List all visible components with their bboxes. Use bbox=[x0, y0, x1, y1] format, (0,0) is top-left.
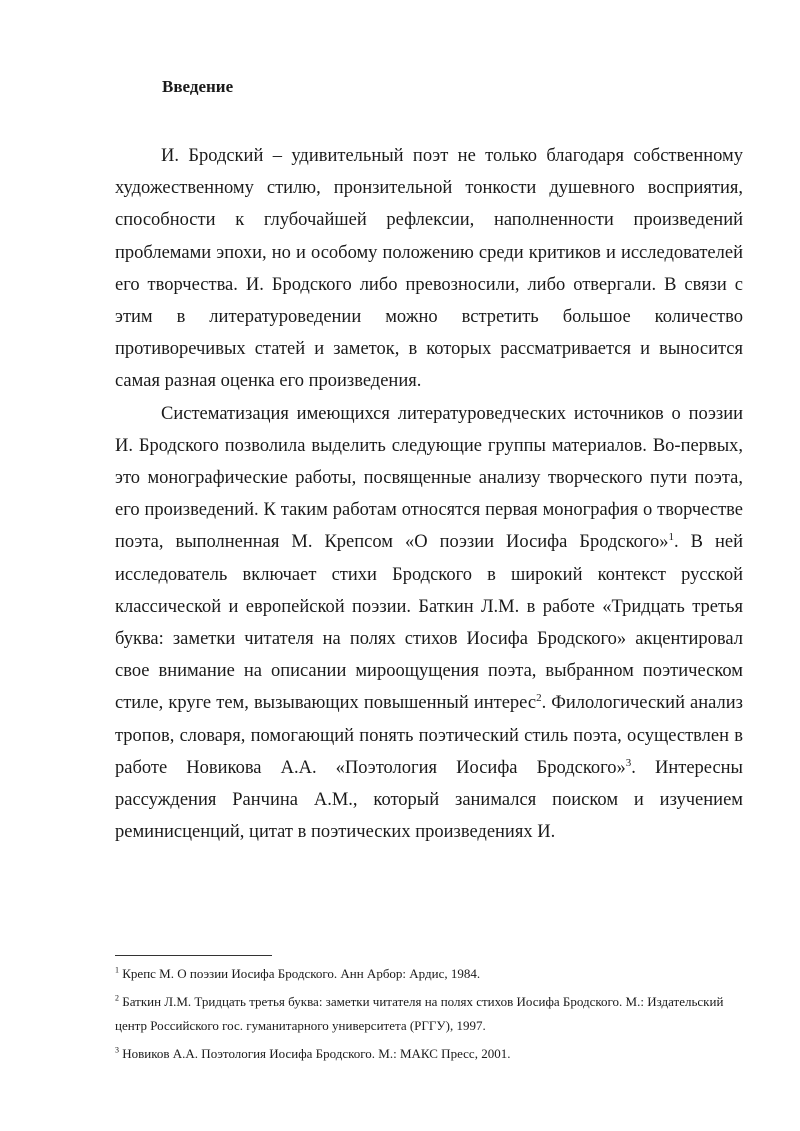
footnote-text: Новиков А.А. Поэтология Иосифа Бродского. М.: МАКС Пресс, 2001. bbox=[122, 1046, 511, 1061]
paragraph-1: И. Бродский – удивительный поэт не только благодаря собственному художественному стилю, пронзительной тонкости душевного восприятия, способности к глубочайшей рефлексии, наполненности произведений проблемами эпохи, но и особому положению среди критиков и исследователей его творчества. И. Бродского либо превозносили, либо отвергали. В связи с этим в литературоведении можно встретить большое количество противоречивых статей и заметок, в которых рассматривается и выносится самая разная оценка его произведения. bbox=[115, 146, 743, 392]
footnote-2 bbox=[115, 990, 743, 1038]
footnote-ref-2[interactable]: 2 bbox=[536, 692, 542, 705]
section-heading: Введение bbox=[162, 77, 234, 96]
footnote-separator bbox=[115, 955, 272, 956]
paragraph-2-segment-2: . В ней исследователь включает стихи Бродского в широкий контекст русской классической и европейской поэзии. Баткин Л.М. в работе «Тридцать третья буква: заметки читателя на полях стихов Иосифа Бродского» акцентировал свое внимание на описании мироощущения поэта, выбранном поэтическом стиле, круге тем, вызывающих повышенный интерес bbox=[115, 532, 744, 714]
body-text bbox=[115, 140, 743, 848]
footnote-text: Баткин Л.М. Тридцать третья буква: заметки читателя на полях стихов Иосифа Бродского. М.: Издательский центр Российского гос. гуманитарного университета (РГГУ), 1997. bbox=[115, 994, 724, 1033]
footnote-3 bbox=[115, 1042, 743, 1066]
footnote-1 bbox=[115, 962, 743, 986]
paragraph-2 bbox=[115, 398, 743, 849]
footnote-number: 1 bbox=[115, 965, 119, 975]
footnote-ref-1[interactable]: 1 bbox=[668, 531, 675, 544]
footnote-text: Крепс М. О поэзии Иосифа Бродского. Анн Арбор: Ардис, 1984. bbox=[122, 966, 481, 981]
footnote-number: 3 bbox=[115, 1045, 119, 1055]
paragraph-2-segment-1: Систематизация имеющихся литературоведческих источников о поэзии И. Бродского позволила выделить следующие группы материалов. Во-первых, это монографические работы, посвященные анализу творческого пути поэта, его произведений. К таким работам относятся первая монография о творчестве поэта, выполненная М. Крепсом «О поэзии Иосифа Бродского» bbox=[115, 403, 743, 553]
footnotes bbox=[115, 962, 743, 1070]
paragraph-2-segment-3: . Филологический анализ тропов, словаря, помогающий понять поэтический стиль поэта, осуществлен в работе Новикова А.А. «Поэтология Иосифа Бродского» bbox=[115, 693, 743, 778]
footnote-number: 2 bbox=[115, 993, 119, 1003]
paragraph-2-segment-4: . Интересны рассуждения Ранчина А.М., который занимался поиском и изучением реминисценций, цитат в поэтических произведениях И. bbox=[115, 757, 743, 843]
footnote-ref-3[interactable]: 3 bbox=[625, 756, 632, 769]
